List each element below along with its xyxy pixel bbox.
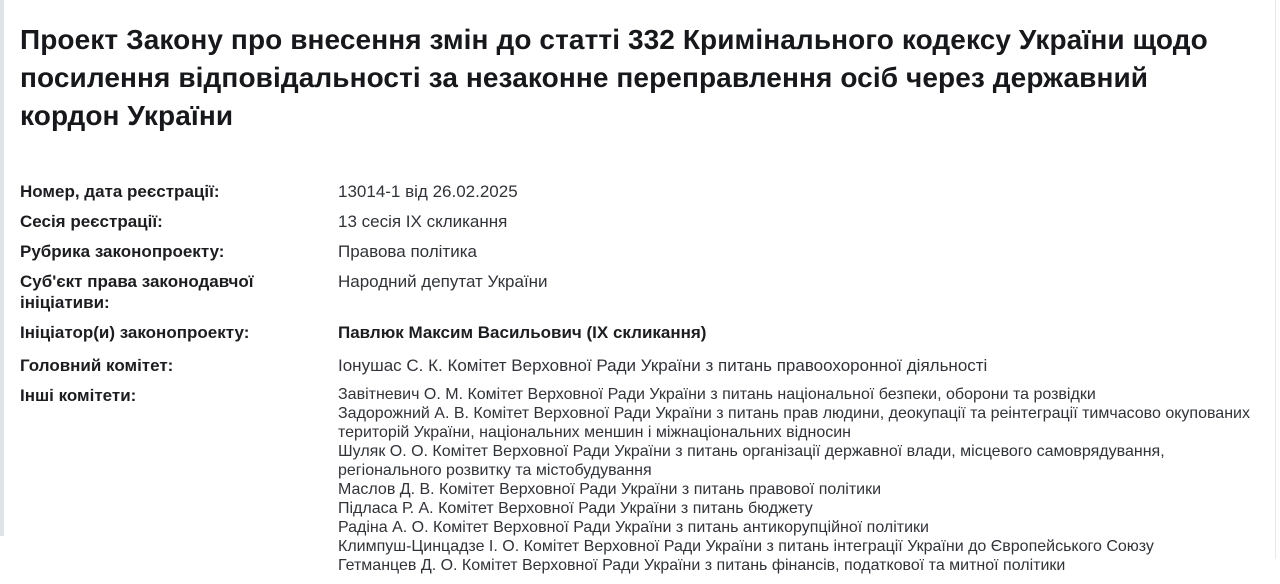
- field-registration-session-label: Сесія реєстрації:: [20, 212, 163, 231]
- committee-item: Шуляк О. О. Комітет Верховної Ради України з питань організації державної влади, місцевого самоврядування, регіонального розвитку та містобудування: [338, 443, 1165, 479]
- field-registration-session: [20, 211, 1258, 232]
- bill-fields: [20, 181, 1258, 575]
- field-main-committee-value: Іонушас С. К. Комітет Верховної Ради України з питань правоохоронної діяльності: [338, 356, 988, 375]
- field-other-committees-label: Інші комітети:: [20, 386, 137, 405]
- field-initiative-subject-label: Суб'єкт права законодавчої ініціативи:: [20, 272, 254, 312]
- bill-title-line-2: посилення відповідальності за незаконне переправлення осіб через державний: [20, 62, 1149, 93]
- committee-item: Радіна А. О. Комітет Верховної Ради України з питань антикорупційної політики: [338, 519, 929, 536]
- committee-item: Підласа Р. А. Комітет Верховної Ради України з питань бюджету: [338, 500, 813, 517]
- field-initiative-subject: [20, 271, 1258, 313]
- committee-item-clipped: Гетманцев Д. О. Комітет Верховної Ради України з питань фінансів, податкової та митної політики: [338, 557, 1066, 574]
- field-other-committees: [20, 385, 1258, 575]
- other-committees-list: [338, 385, 1258, 575]
- left-edge-strip: [0, 0, 4, 536]
- bill-title: [20, 0, 1258, 135]
- field-initiators-label: Ініціатор(и) законопроекту:: [20, 323, 250, 342]
- committee-item: Климпуш-Цинцадзе І. О. Комітет Верховної Ради України з питань інтеграції України до Європейського Союзу: [338, 538, 1154, 555]
- field-rubric-label: Рубрика законопроекту:: [20, 242, 225, 261]
- bill-title-line-1: Проект Закону про внесення змін до статті 332 Кримінального кодексу України щодо: [20, 24, 1208, 55]
- field-initiators: [20, 322, 1258, 343]
- field-rubric: [20, 241, 1258, 262]
- right-edge-line: [1275, 0, 1276, 559]
- committee-item: Завітневич О. М. Комітет Верховної Ради України з питань національної безпеки, оборони та розвідки: [338, 386, 1096, 403]
- field-main-committee: [20, 355, 1258, 376]
- field-main-committee-label: Головний комітет:: [20, 356, 174, 375]
- committee-item: Маслов Д. В. Комітет Верховної Ради України з питань правової політики: [338, 481, 882, 498]
- bill-card-content: [20, 0, 1258, 584]
- bill-title-line-3: кордон України: [20, 100, 234, 131]
- field-rubric-value: Правова політика: [338, 242, 477, 261]
- field-registration-number-label: Номер, дата реєстрації:: [20, 182, 220, 201]
- field-initiators-value: Павлюк Максим Васильович (IX скликання): [338, 323, 707, 342]
- committee-item: Задорожний А. В. Комітет Верховної Ради України з питань прав людини, деокупації та реінтеграції тимчасово окупованих територій України, національних меншин і міжнаціональних відносин: [338, 405, 1250, 441]
- field-registration-session-value: 13 сесія IX скликання: [338, 212, 508, 231]
- field-initiative-subject-value: Народний депутат України: [338, 272, 548, 291]
- field-registration-number-value: 13014-1 від 26.02.2025: [338, 182, 518, 201]
- field-registration-number: [20, 181, 1258, 202]
